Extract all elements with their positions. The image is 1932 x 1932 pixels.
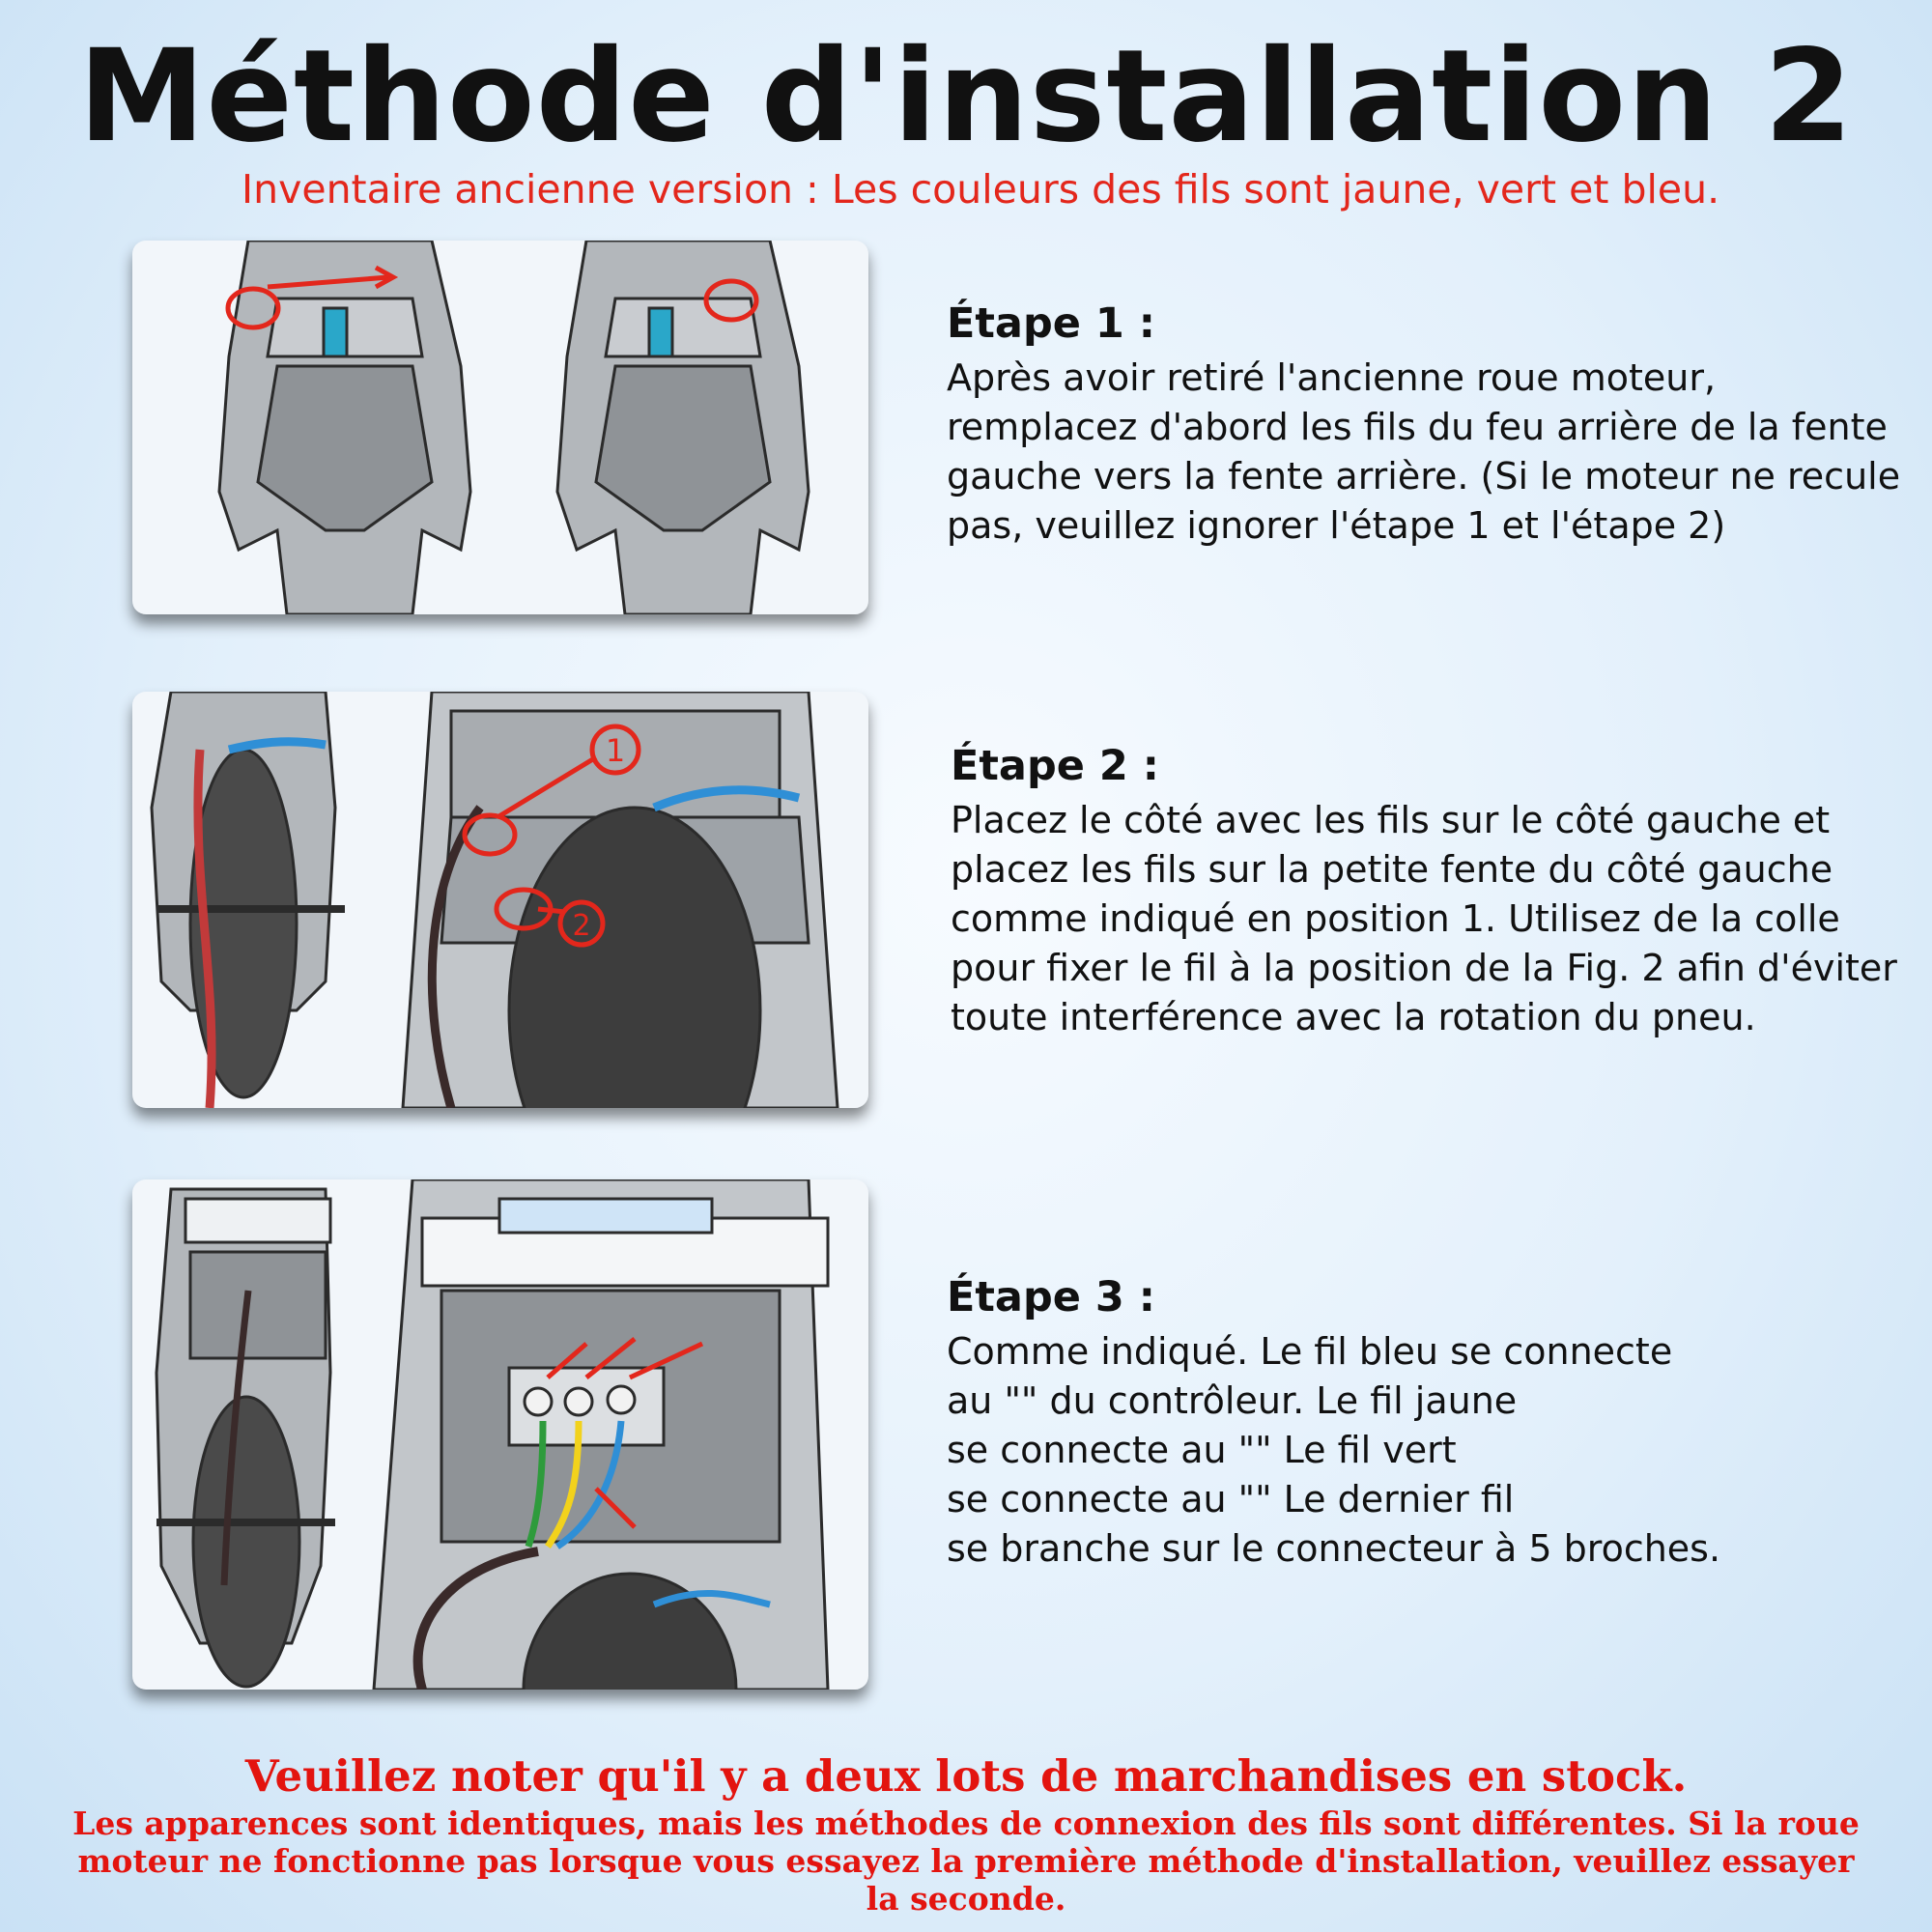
step-3-line-4: se connecte au "" Le dernier fil (947, 1477, 1515, 1520)
step-2-block (951, 742, 1917, 1042)
step-2-text: Placez le côté avec les fils sur le côté gauche et placez les fils sur la petite fente du côté gauche comme indiqué en position 1. Utilisez de la colle pour fixer le fil à la position de la Fig. 2 afin d'éviter toute interférence avec la rotation du pneu. (951, 798, 1897, 1038)
step-3-line-2: au "" du contrôleur. Le fil jaune (947, 1378, 1518, 1422)
rear-fender-diagram (132, 241, 868, 614)
wire-routing-diagram (132, 692, 868, 1108)
stock-notice-heading: Veuillez noter qu'il y a deux lots de marchandises en stock. (244, 1750, 1688, 1802)
page-subtitle: Inventaire ancienne version : Les couleurs des fils sont jaune, vert et bleu. (242, 166, 1720, 213)
step-2-illustration (132, 692, 868, 1108)
step-1-block (947, 299, 1913, 551)
step-3-title: Étape 3 : (947, 1273, 1155, 1321)
step-3-block (947, 1273, 1913, 1574)
step-1-title: Étape 1 : (947, 299, 1155, 348)
step-2-title: Étape 2 : (951, 742, 1159, 790)
controller-wiring-diagram (132, 1179, 868, 1690)
step-3-line-1: Comme indiqué. Le fil bleu se connecte (947, 1329, 1673, 1373)
marker-1-label: 1 (605, 732, 626, 769)
stock-notice-body: Les apparences sont identiques, mais les méthodes de connexion des fils sont différentes. Si la roue moteur ne fonctionne pas lorsque vous essayez la première méthode d'installation, veuillez essayer la seconde. (72, 1804, 1860, 1918)
step-3-line-5: se branche sur le connecteur à 5 broches. (947, 1526, 1721, 1570)
step-1-text: Après avoir retiré l'ancienne roue moteur, remplacez d'abord les fils du feu arrière de la fente gauche vers la fente arrière. (Si le moteur ne recule pas, veuillez ignorer l'étape 1 et l'étape 2) (947, 355, 1901, 547)
marker-2-label: 2 (572, 909, 591, 943)
step-3-illustration (132, 1179, 868, 1690)
stock-notice (0, 1750, 1932, 1918)
step-3-line-3: se connecte au "" Le fil vert (947, 1428, 1457, 1471)
step-1-illustration (132, 241, 868, 614)
page-title: Méthode d'installation 2 (78, 22, 1854, 171)
